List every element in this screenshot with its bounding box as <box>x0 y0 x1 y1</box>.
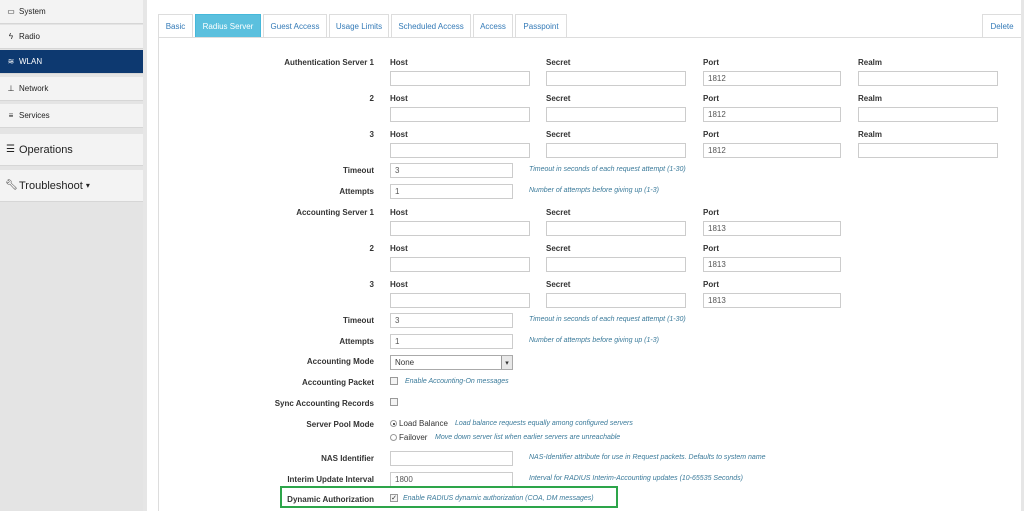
failover-label: Failover <box>399 433 428 442</box>
acct-timeout-help: Timeout in seconds of each request attempt (1-30) <box>529 316 686 323</box>
tab-access[interactable]: Access <box>473 14 513 37</box>
acct-attempts-help: Number of attempts before giving up (1-3) <box>529 337 659 344</box>
auth-server-2-realm-input[interactable] <box>858 107 998 122</box>
sidebar-item-radio[interactable] <box>0 25 143 49</box>
acct-timeout-label: Timeout <box>343 316 374 325</box>
acct-server-2-label: 2 <box>369 244 374 253</box>
sidebar-item-label: Operations <box>19 143 73 156</box>
acct-server-2-host-input[interactable] <box>390 257 530 272</box>
acct-server-1-host-input[interactable] <box>390 221 530 236</box>
sidebar-item-label: WLAN <box>19 57 43 66</box>
host-column-label: Host <box>390 130 408 139</box>
nas-identifier-label: NAS Identifier <box>321 454 374 463</box>
tab-passpoint[interactable]: Passpoint <box>515 14 567 37</box>
server-icon: ≡ <box>8 111 14 120</box>
acct-server-3-label: 3 <box>369 280 374 289</box>
accounting-packet-label: Accounting Packet <box>301 378 374 387</box>
sync-records-label: Sync Accounting Records <box>274 399 374 408</box>
host-column-label: Host <box>390 208 408 217</box>
host-column-label: Host <box>390 244 408 253</box>
port-column-label: Port <box>703 208 719 217</box>
tab-guest-access[interactable]: Guest Access <box>263 14 327 37</box>
auth-server-3-realm-input[interactable] <box>858 143 998 158</box>
host-column-label: Host <box>390 58 408 67</box>
auth-attempts-help: Number of attempts before giving up (1-3) <box>529 187 659 194</box>
auth-server-3-port-input[interactable] <box>703 143 841 158</box>
secret-column-label: Secret <box>546 130 571 139</box>
acct-server-3-secret-input[interactable] <box>546 293 686 308</box>
auth-server-2-label: 2 <box>369 94 374 103</box>
auth-timeout-input[interactable] <box>390 163 513 178</box>
tab-scheduled-access[interactable]: Scheduled Access <box>391 14 471 37</box>
secret-column-label: Secret <box>546 280 571 289</box>
sidebar <box>0 0 143 511</box>
load-balance-label: Load Balance <box>399 419 448 428</box>
auth-server-2-secret-input[interactable] <box>546 107 686 122</box>
tab-basic[interactable]: Basic <box>158 14 193 37</box>
accounting-packet-checkbox[interactable] <box>390 377 398 385</box>
auth-server-2-port-input[interactable] <box>703 107 841 122</box>
realm-column-label: Realm <box>858 58 883 67</box>
load-balance-help: Load balance requests equally among configured servers <box>455 420 633 427</box>
auth-timeout-label: Timeout <box>343 166 374 175</box>
realm-column-label: Realm <box>858 130 883 139</box>
host-column-label: Host <box>390 94 408 103</box>
secret-column-label: Secret <box>546 208 571 217</box>
caret-down-icon: ▾ <box>85 181 90 190</box>
sidebar-item-label: Radio <box>19 32 40 41</box>
acct-server-2-port-input[interactable] <box>703 257 841 272</box>
port-column-label: Port <box>703 280 719 289</box>
sidebar-item-system[interactable] <box>0 0 143 24</box>
auth-server-1-realm-input[interactable] <box>858 71 998 86</box>
auth-server-2-host-input[interactable] <box>390 107 530 122</box>
tab-usage-limits[interactable]: Usage Limits <box>329 14 389 37</box>
sidebar-item-wlan[interactable] <box>0 50 143 74</box>
sidebar-item-operations[interactable] <box>0 134 143 166</box>
failover-help: Move down server list when earlier servers are unreachable <box>435 434 621 441</box>
auth-server-3-label: 3 <box>369 130 374 139</box>
acct-server-1-secret-input[interactable] <box>546 221 686 236</box>
auth-attempts-label: Attempts <box>339 187 374 196</box>
secret-column-label: Secret <box>546 94 571 103</box>
auth-server-3-host-input[interactable] <box>390 143 530 158</box>
sidebar-item-label: Services <box>19 111 50 120</box>
nas-identifier-help: NAS-Identifier attribute for use in Request packets. Defaults to system name <box>529 454 766 461</box>
auth-server-1-label: Authentication Server 1 <box>284 58 374 67</box>
interim-update-input[interactable] <box>390 472 513 487</box>
failover-radio[interactable] <box>390 434 397 441</box>
sync-records-checkbox[interactable] <box>390 398 398 406</box>
wifi-icon: ≋ <box>7 57 15 66</box>
dynamic-authorization-checkbox[interactable]: ✓ <box>391 494 397 502</box>
acct-server-1-port-input[interactable] <box>703 221 841 236</box>
sidebar-item-label: Troubleshoot <box>19 179 83 192</box>
auth-server-1-port-input[interactable] <box>703 71 841 86</box>
nas-identifier-input[interactable] <box>390 451 513 466</box>
secret-column-label: Secret <box>546 58 571 67</box>
auth-server-3-secret-input[interactable] <box>546 143 686 158</box>
wrench-icon: 🔧︎ <box>5 180 18 191</box>
sitemap-icon: ⊥ <box>7 84 15 93</box>
sidebar-item-troubleshoot[interactable] <box>0 170 143 202</box>
monitor-icon: ▭ <box>7 7 15 16</box>
realm-column-label: Realm <box>858 94 883 103</box>
acct-server-3-host-input[interactable] <box>390 293 530 308</box>
auth-attempts-input[interactable] <box>390 184 513 199</box>
sidebar-item-label: Network <box>19 84 49 93</box>
host-column-label: Host <box>390 280 408 289</box>
sidebar-item-label: System <box>19 7 46 16</box>
delete-button[interactable]: Delete <box>982 14 1022 37</box>
acct-attempts-input[interactable] <box>390 334 513 349</box>
server-pool-mode-label: Server Pool Mode <box>306 420 374 429</box>
tab-bar <box>158 14 1024 38</box>
acct-attempts-label: Attempts <box>339 337 374 346</box>
port-column-label: Port <box>703 130 719 139</box>
load-balance-radio[interactable] <box>390 420 397 427</box>
accounting-mode-value: None <box>395 358 415 367</box>
secret-column-label: Secret <box>546 244 571 253</box>
chevron-down-icon: ▾ <box>501 356 512 369</box>
accounting-packet-help: Enable Accounting-On messages <box>405 378 509 385</box>
port-column-label: Port <box>703 58 719 67</box>
acct-timeout-input[interactable] <box>390 313 513 328</box>
interim-update-label: Interim Update Interval <box>287 475 374 484</box>
dynamic-authorization-help: Enable RADIUS dynamic authorization (COA, DM messages) <box>403 495 594 502</box>
interim-update-help: Interval for RADIUS Interim-Accounting updates (10-65535 Seconds) <box>529 475 743 482</box>
acct-server-2-secret-input[interactable] <box>546 257 686 272</box>
auth-server-1-secret-input[interactable] <box>546 71 686 86</box>
port-column-label: Port <box>703 244 719 253</box>
auth-timeout-help: Timeout in seconds of each request attempt (1-30) <box>529 166 686 173</box>
acct-server-3-port-input[interactable] <box>703 293 841 308</box>
sidebar-item-services[interactable] <box>0 104 143 128</box>
sidebar-item-network[interactable] <box>0 77 143 101</box>
port-column-label: Port <box>703 94 719 103</box>
auth-server-1-host-input[interactable] <box>390 71 530 86</box>
bolt-icon: ϟ <box>8 32 14 41</box>
tab-radius-server[interactable]: Radius Server <box>195 14 261 37</box>
dynamic-authorization-label: Dynamic Authorization <box>287 495 374 504</box>
sliders-icon: ☰ <box>6 144 15 155</box>
accounting-mode-label: Accounting Mode <box>306 357 374 366</box>
accounting-mode-select[interactable] <box>390 355 513 370</box>
acct-server-1-label: Accounting Server 1 <box>296 208 374 217</box>
